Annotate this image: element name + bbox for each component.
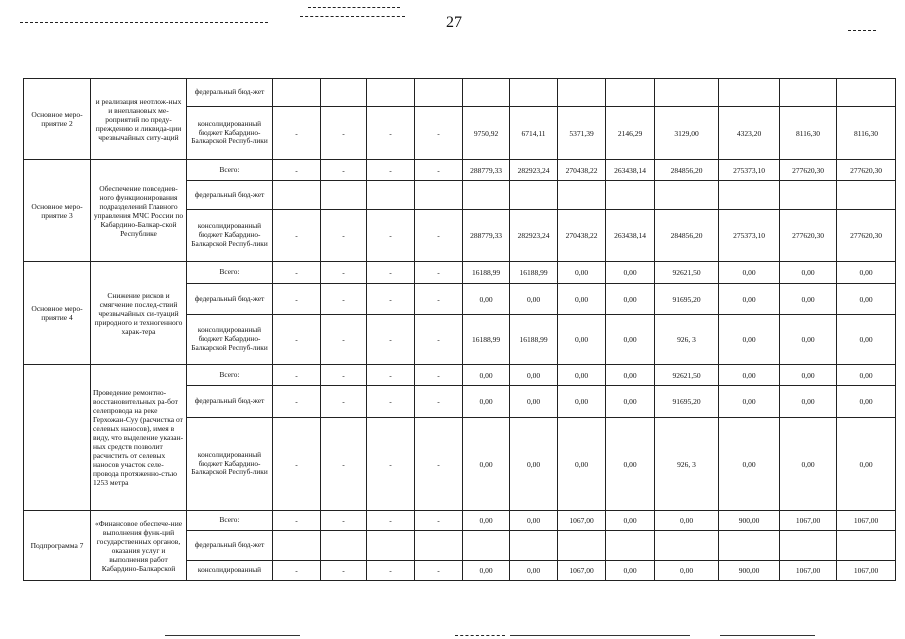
- value-cell: 92621,50: [655, 365, 719, 386]
- row-title: Проведение ремонтно-восстановительных ра-бот селепровода на реке Герхожан-Суу (расчистка от селевых наносов), имея в виду, что выделение указан-ных средств позволит расчистить от селевых наносов участок селе-провода протяженно-стью 1253 метра: [91, 365, 187, 511]
- source-total: Всего:: [187, 365, 273, 386]
- value-cell: 0,00: [606, 284, 655, 315]
- value-cell: 6714,11: [510, 107, 558, 160]
- dash-cell: -: [415, 365, 463, 386]
- value-cell: 0,00: [606, 365, 655, 386]
- dash-cell: -: [367, 418, 415, 511]
- page-number: 27: [446, 14, 462, 31]
- source-consolidated-short: консолидированный: [187, 561, 273, 581]
- source-federal: федеральный бюд-жет: [187, 284, 273, 315]
- value-cell: 0,00: [510, 284, 558, 315]
- dash-cell: -: [415, 511, 463, 531]
- value-cell: 0,00: [780, 284, 837, 315]
- value-cell: 0,00: [837, 315, 896, 365]
- dash-cell: -: [273, 107, 321, 160]
- dash-cell: -: [367, 511, 415, 531]
- budget-table: [23, 78, 896, 581]
- dash-cell: -: [273, 418, 321, 511]
- dash-cell: -: [321, 561, 367, 581]
- value-cell: 1067,00: [558, 511, 606, 531]
- value-cell: 0,00: [558, 365, 606, 386]
- table-row: [24, 511, 896, 531]
- row-title: Снижение рисков и смягчение послед-ствий чрезвычайных си-туаций природного и техногенного харак-тера: [91, 262, 187, 365]
- source-consolidated: консолидированный бюджет Кабардино-Балкарской Респуб-лики: [187, 418, 273, 511]
- value-cell: 0,00: [719, 284, 780, 315]
- value-cell: 277620,30: [780, 210, 837, 262]
- value-cell: 282923,24: [510, 210, 558, 262]
- value-cell: 0,00: [780, 386, 837, 418]
- value-cell: 0,00: [780, 315, 837, 365]
- value-cell: 0,00: [606, 315, 655, 365]
- value-cell: 0,00: [837, 418, 896, 511]
- value-cell: 284856,20: [655, 160, 719, 181]
- value-cell: 0,00: [837, 386, 896, 418]
- value-cell: 16188,99: [510, 262, 558, 284]
- scan-artifact-top-right: [308, 7, 400, 8]
- value-cell: 0,00: [463, 418, 510, 511]
- row-title: «Финансовое обеспече-ние выполнения функ-ций государственных органов, оказания услуг и выполнения работ Кабардино-Балкарской: [91, 511, 187, 581]
- value-cell: 4323,20: [719, 107, 780, 160]
- value-cell: 288779,33: [463, 210, 510, 262]
- dash-cell: -: [415, 386, 463, 418]
- value-cell: 284856,20: [655, 210, 719, 262]
- value-cell: 0,00: [606, 262, 655, 284]
- row-label: Основное меро-приятие 3: [24, 160, 91, 262]
- value-cell: 0,00: [558, 418, 606, 511]
- source-federal: федеральный бюд-жет: [187, 386, 273, 418]
- value-cell: 5371,39: [558, 107, 606, 160]
- dash-cell: -: [273, 365, 321, 386]
- dash-cell: -: [273, 210, 321, 262]
- table-row: [24, 160, 896, 181]
- value-cell: 0,00: [719, 262, 780, 284]
- dash-cell: -: [415, 210, 463, 262]
- dash-cell: -: [367, 386, 415, 418]
- value-cell: 0,00: [719, 386, 780, 418]
- value-cell: 8116,30: [780, 107, 837, 160]
- dash-cell: -: [321, 511, 367, 531]
- dash-cell: -: [415, 284, 463, 315]
- dash-cell: -: [273, 262, 321, 284]
- row-label: Основное меро-приятие 2: [24, 79, 91, 160]
- dash-cell: -: [273, 386, 321, 418]
- value-cell: 1067,00: [837, 561, 896, 581]
- value-cell: 288779,33: [463, 160, 510, 181]
- dash-cell: -: [273, 315, 321, 365]
- value-cell: 0,00: [606, 561, 655, 581]
- value-cell: 0,00: [606, 511, 655, 531]
- scan-artifact-top-corner: [848, 30, 876, 31]
- value-cell: 91695,20: [655, 386, 719, 418]
- value-cell: 91695,20: [655, 284, 719, 315]
- value-cell: 0,00: [655, 561, 719, 581]
- scan-artifact-bottom-3: [510, 635, 690, 636]
- dash-cell: -: [321, 365, 367, 386]
- source-total: Всего:: [187, 511, 273, 531]
- source-federal: федеральный бюд-жет: [187, 181, 273, 210]
- value-cell: 0,00: [510, 365, 558, 386]
- value-cell: 0,00: [510, 561, 558, 581]
- source-consolidated: консолидированный бюджет Кабардино-Балкарской Респуб-лики: [187, 107, 273, 160]
- value-cell: 9750,92: [463, 107, 510, 160]
- dash-cell: -: [321, 386, 367, 418]
- row-label: Подпрограмма 7: [24, 511, 91, 581]
- value-cell: 0,00: [780, 262, 837, 284]
- dash-cell: -: [273, 511, 321, 531]
- value-cell: 270438,22: [558, 160, 606, 181]
- row-label: Основное меро-приятие 4: [24, 262, 91, 365]
- value-cell: 275373,10: [719, 160, 780, 181]
- value-cell: 926, 3: [655, 418, 719, 511]
- row-label: [24, 365, 91, 511]
- value-cell: 0,00: [719, 418, 780, 511]
- dash-cell: -: [415, 418, 463, 511]
- dash-cell: -: [367, 561, 415, 581]
- row-title: и реализация неотлож-ных и внеплановых ме-роприятий по преду-преждению и ликвида-ции чрезвычайных ситу-аций: [91, 79, 187, 160]
- row-title: Обеспечение повседнев-ного функционирования подразделений Главного управления МЧС России по Кабардино-Балкар-ской Республике: [91, 160, 187, 262]
- scan-artifact-bottom-4: [720, 635, 815, 636]
- dash-cell: -: [273, 160, 321, 181]
- scan-artifact-top-left: [20, 22, 268, 23]
- value-cell: 1067,00: [780, 561, 837, 581]
- value-cell: 0,00: [463, 561, 510, 581]
- value-cell: 0,00: [719, 365, 780, 386]
- dash-cell: -: [321, 107, 367, 160]
- value-cell: 277620,30: [837, 160, 896, 181]
- scan-artifact-bottom-2: [455, 635, 505, 636]
- value-cell: 0,00: [837, 284, 896, 315]
- dash-cell: -: [367, 210, 415, 262]
- dash-cell: -: [273, 284, 321, 315]
- value-cell: 926, 3: [655, 315, 719, 365]
- dash-cell: -: [415, 561, 463, 581]
- dash-cell: -: [321, 315, 367, 365]
- dash-cell: -: [415, 160, 463, 181]
- value-cell: 0,00: [510, 511, 558, 531]
- value-cell: 92621,50: [655, 262, 719, 284]
- source-consolidated: консолидированный бюджет Кабардино-Балкарской Респуб-лики: [187, 210, 273, 262]
- value-cell: 0,00: [780, 418, 837, 511]
- value-cell: 900,00: [719, 511, 780, 531]
- value-cell: 0,00: [463, 365, 510, 386]
- dash-cell: -: [367, 315, 415, 365]
- dash-cell: -: [415, 107, 463, 160]
- source-total: Всего:: [187, 262, 273, 284]
- dash-cell: -: [415, 315, 463, 365]
- dash-cell: -: [415, 262, 463, 284]
- value-cell: 2146,29: [606, 107, 655, 160]
- value-cell: 282923,24: [510, 160, 558, 181]
- value-cell: 1067,00: [558, 561, 606, 581]
- dash-cell: -: [367, 284, 415, 315]
- value-cell: 1067,00: [837, 511, 896, 531]
- table-row: [24, 365, 896, 386]
- value-cell: 0,00: [463, 284, 510, 315]
- dash-cell: -: [321, 284, 367, 315]
- value-cell: 900,00: [719, 561, 780, 581]
- value-cell: 0,00: [606, 386, 655, 418]
- value-cell: 0,00: [837, 365, 896, 386]
- dash-cell: -: [273, 561, 321, 581]
- dash-cell: -: [367, 365, 415, 386]
- value-cell: 16188,99: [510, 315, 558, 365]
- source-consolidated: консолидированный бюджет Кабардино-Балкарской Респуб-лики: [187, 315, 273, 365]
- table-row: [24, 79, 896, 107]
- value-cell: 0,00: [463, 386, 510, 418]
- value-cell: 0,00: [510, 386, 558, 418]
- value-cell: 16188,99: [463, 315, 510, 365]
- value-cell: 0,00: [558, 315, 606, 365]
- value-cell: 3129,00: [655, 107, 719, 160]
- dash-cell: -: [367, 107, 415, 160]
- value-cell: 0,00: [606, 418, 655, 511]
- dash-cell: -: [321, 160, 367, 181]
- scan-artifact-bottom-1: [165, 635, 300, 636]
- value-cell: 0,00: [558, 386, 606, 418]
- value-cell: 270438,22: [558, 210, 606, 262]
- value-cell: 16188,99: [463, 262, 510, 284]
- value-cell: 0,00: [510, 418, 558, 511]
- scan-artifact-top-mid: [300, 16, 405, 17]
- dash-cell: -: [321, 210, 367, 262]
- source-total: Всего:: [187, 160, 273, 181]
- value-cell: 0,00: [719, 315, 780, 365]
- value-cell: 8116,30: [837, 107, 896, 160]
- value-cell: 277620,30: [780, 160, 837, 181]
- value-cell: 263438,14: [606, 210, 655, 262]
- value-cell: 0,00: [558, 262, 606, 284]
- value-cell: 0,00: [780, 365, 837, 386]
- value-cell: 0,00: [837, 262, 896, 284]
- value-cell: 0,00: [655, 511, 719, 531]
- dash-cell: -: [321, 418, 367, 511]
- value-cell: 263438,14: [606, 160, 655, 181]
- value-cell: 1067,00: [780, 511, 837, 531]
- source-federal: федеральный бюд-жет: [187, 79, 273, 107]
- dash-cell: -: [367, 160, 415, 181]
- value-cell: 0,00: [463, 511, 510, 531]
- value-cell: 0,00: [558, 284, 606, 315]
- table-row: [24, 262, 896, 284]
- dash-cell: -: [321, 262, 367, 284]
- dash-cell: -: [367, 262, 415, 284]
- value-cell: 277620,30: [837, 210, 896, 262]
- value-cell: 275373,10: [719, 210, 780, 262]
- source-federal: федеральный бюд-жет: [187, 531, 273, 561]
